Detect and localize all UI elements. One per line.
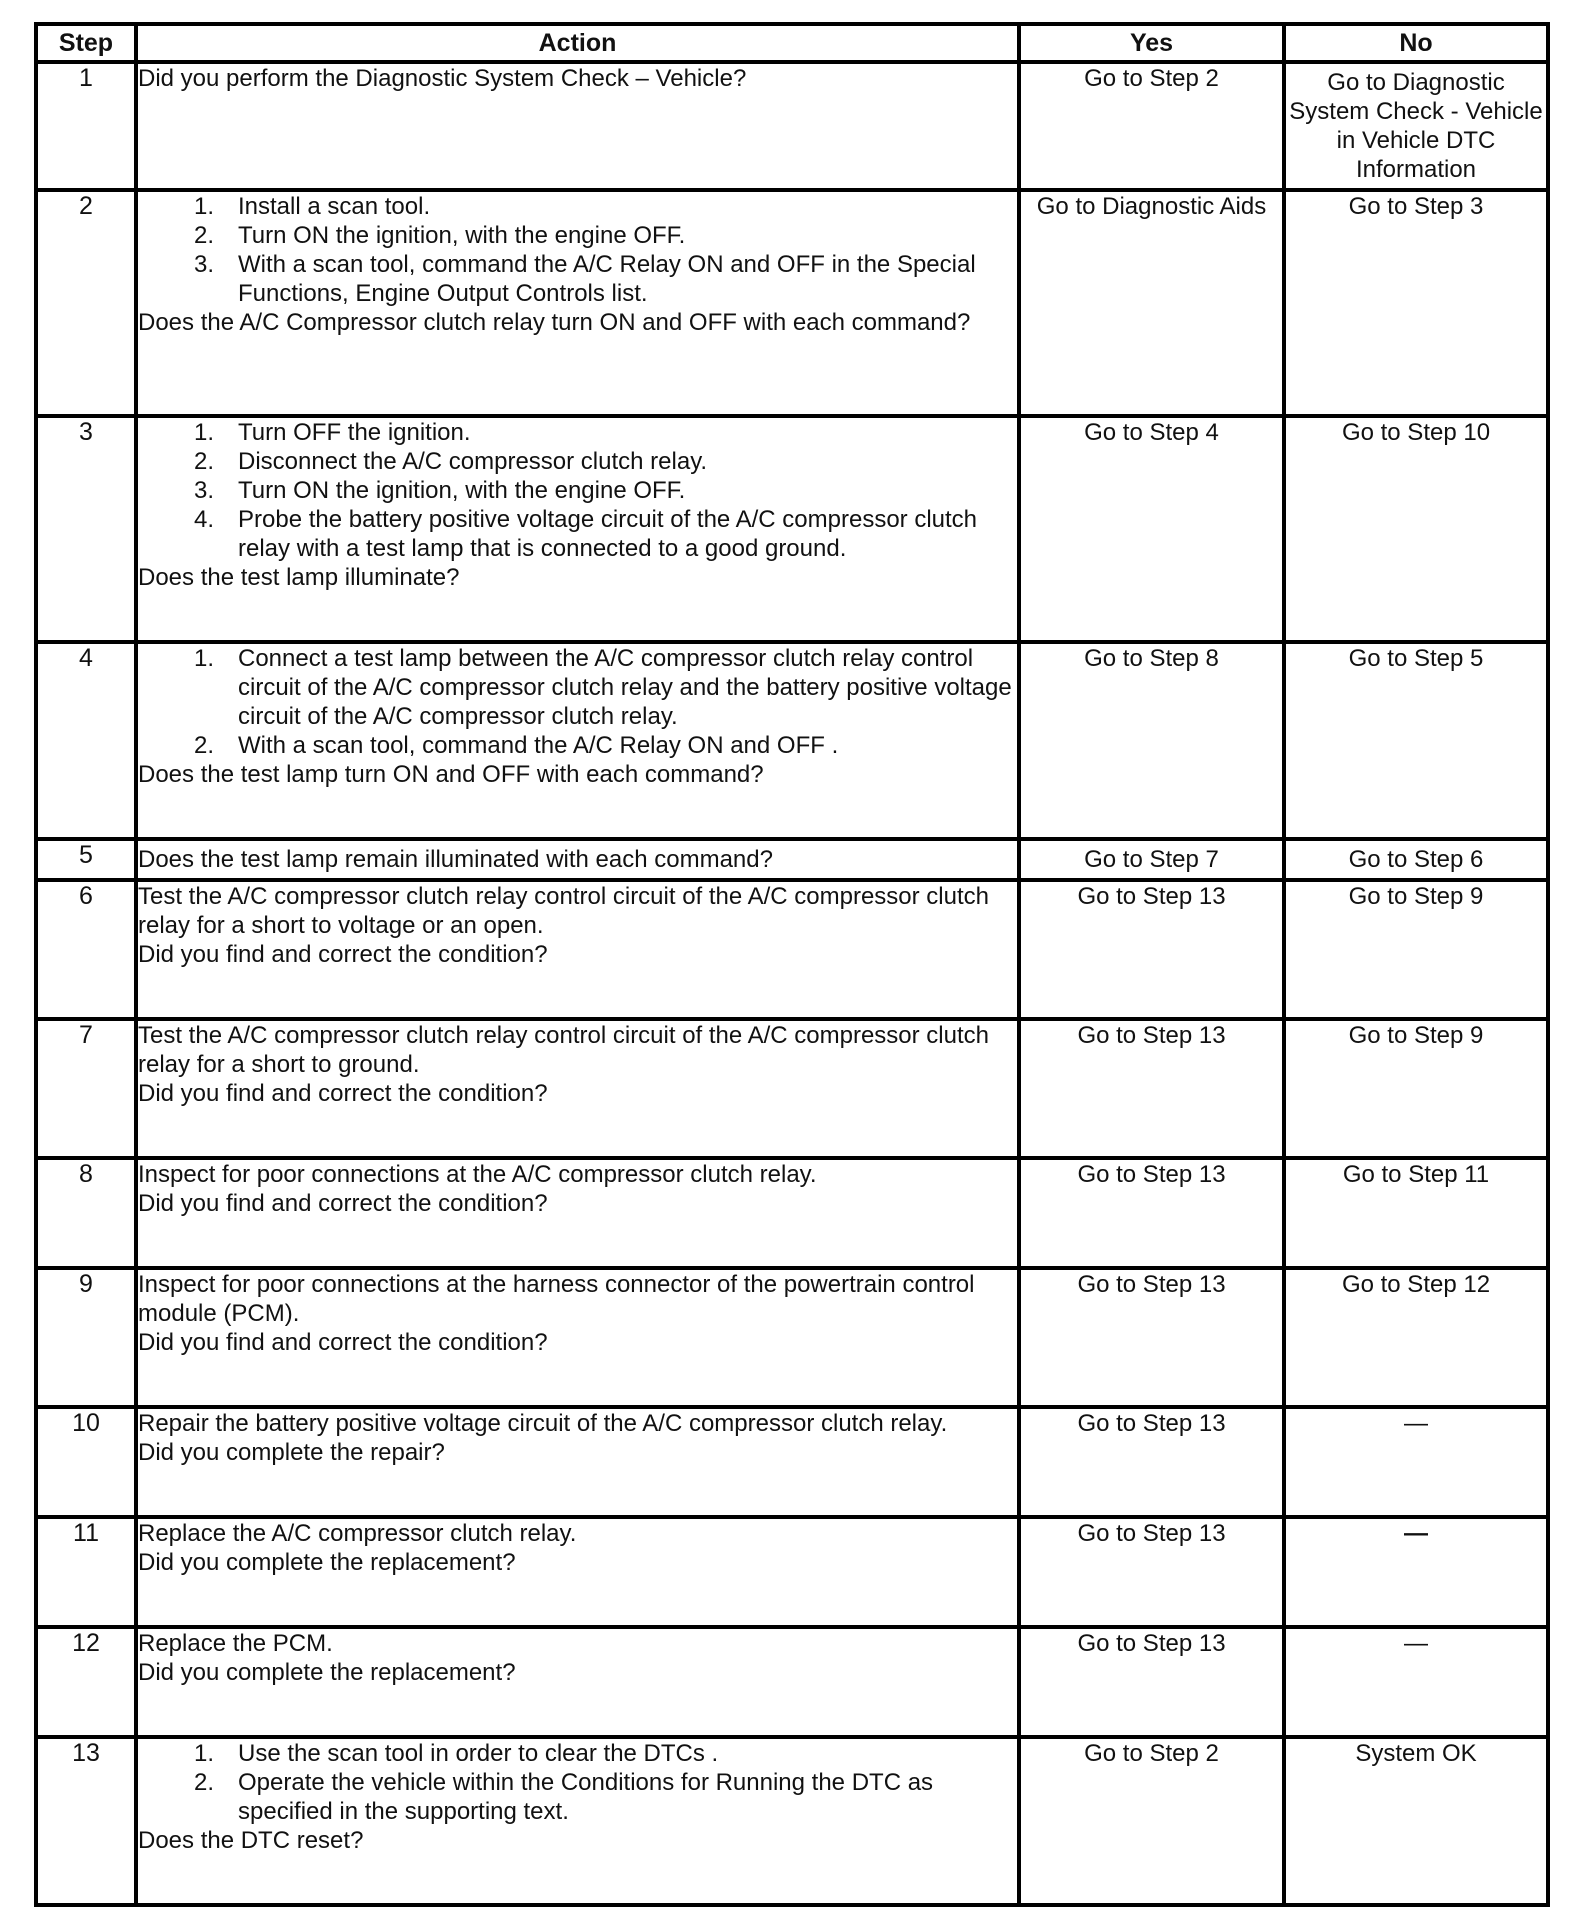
action-cell xyxy=(136,1627,1019,1737)
table-row xyxy=(36,880,1548,1019)
header-row xyxy=(36,24,1548,62)
yes-cell: Go to Step 4 xyxy=(1019,416,1284,642)
list-item: 1. Install a scan tool. xyxy=(193,193,431,220)
question-text: Did you find and correct the condition? xyxy=(138,941,548,968)
question-text: Did you complete the replacement? xyxy=(138,1549,516,1576)
no-cell: Go to Step 9 xyxy=(1284,1019,1548,1158)
question-text: Does the DTC reset? xyxy=(138,1827,364,1854)
step-number: 10 xyxy=(36,1407,136,1517)
step-number: 11 xyxy=(36,1517,136,1627)
yes-cell: Go to Step 2 xyxy=(1019,1737,1284,1905)
yes-cell: Go to Step 7 xyxy=(1019,839,1284,880)
table-row xyxy=(36,1517,1548,1627)
yes-cell: Go to Step 13 xyxy=(1019,1627,1284,1737)
action-cell xyxy=(136,839,1019,880)
action-cell xyxy=(136,642,1019,839)
yes-cell: Go to Step 2 xyxy=(1019,62,1284,190)
yes-cell: Go to Step 13 xyxy=(1019,1019,1284,1158)
yes-cell: Go to Step 13 xyxy=(1019,1268,1284,1407)
table-row xyxy=(36,1019,1548,1158)
instruction-list xyxy=(138,1739,1017,1826)
step-number: 5 xyxy=(36,839,136,880)
question-text: Did you find and correct the condition? xyxy=(138,1080,548,1107)
instruction-list xyxy=(138,192,1017,308)
header-no: No xyxy=(1284,24,1548,62)
action-text: Replace the A/C compressor clutch relay. xyxy=(138,1520,577,1547)
action-cell xyxy=(136,416,1019,642)
question-text: Does the A/C Compressor clutch relay turn ON and OFF with each command? xyxy=(138,309,971,336)
no-cell: Go to Step 3 xyxy=(1284,190,1548,416)
yes-cell: Go to Diagnostic Aids xyxy=(1019,190,1284,416)
question-text: Does the test lamp illuminate? xyxy=(138,564,460,591)
table-row xyxy=(36,1627,1548,1737)
step-number: 1 xyxy=(36,62,136,190)
action-text: Inspect for poor connections at the A/C compressor clutch relay. xyxy=(138,1161,817,1188)
step-number: 9 xyxy=(36,1268,136,1407)
yes-cell: Go to Step 13 xyxy=(1019,1158,1284,1268)
step-number: 8 xyxy=(36,1158,136,1268)
list-item: 1. Connect a test lamp between the A/C compressor clutch relay control circuit of the A/C compressor clutch relay and the battery positive voltage circuit of the A/C compressor clutch relay. xyxy=(193,645,1012,730)
table-row xyxy=(36,1158,1548,1268)
no-cell: Go to Step 12 xyxy=(1284,1268,1548,1407)
action-text: Replace the PCM. xyxy=(138,1630,333,1657)
action-text: Does the test lamp remain illuminated with each command? xyxy=(138,846,773,873)
no-cell: Go to Step 9 xyxy=(1284,880,1548,1019)
no-cell: Go to Step 10 xyxy=(1284,416,1548,642)
no-cell: Go to Step 11 xyxy=(1284,1158,1548,1268)
action-text: Test the A/C compressor clutch relay control circuit of the A/C compressor clutch relay for a short to ground. xyxy=(138,1022,989,1078)
step-number: 12 xyxy=(36,1627,136,1737)
step-number: 3 xyxy=(36,416,136,642)
header-action: Action xyxy=(136,24,1019,62)
no-cell: Go to Step 5 xyxy=(1284,642,1548,839)
action-cell xyxy=(136,1407,1019,1517)
action-cell xyxy=(136,1517,1019,1627)
question-text: Does the test lamp turn ON and OFF with each command? xyxy=(138,761,764,788)
list-item: 2. Turn ON the ignition, with the engine OFF. xyxy=(193,222,686,249)
table-row xyxy=(36,416,1548,642)
no-cell: Go to Diagnostic System Check - Vehicle in Vehicle DTC Information xyxy=(1284,62,1548,190)
table-row xyxy=(36,62,1548,190)
question-text: Did you complete the repair? xyxy=(138,1439,445,1466)
action-cell xyxy=(136,62,1019,190)
no-cell: Go to Step 6 xyxy=(1284,839,1548,880)
yes-cell: Go to Step 13 xyxy=(1019,880,1284,1019)
action-cell xyxy=(136,1737,1019,1905)
list-item: 3. With a scan tool, command the A/C Relay ON and OFF in the Special Functions, Engine Output Controls list. xyxy=(193,251,976,307)
header-yes: Yes xyxy=(1019,24,1284,62)
question-text: Did you find and correct the condition? xyxy=(138,1329,548,1356)
no-cell: — xyxy=(1284,1407,1548,1517)
list-item: 1. Use the scan tool in order to clear the DTCs . xyxy=(193,1740,719,1767)
table-row xyxy=(36,1407,1548,1517)
diagnostic-table xyxy=(34,22,1550,1907)
list-item: 2. With a scan tool, command the A/C Relay ON and OFF . xyxy=(193,732,839,759)
action-cell xyxy=(136,880,1019,1019)
list-item: 2. Operate the vehicle within the Conditions for Running the DTC as specified in the supporting text. xyxy=(193,1769,934,1825)
table-row xyxy=(36,839,1548,880)
question-text: Did you complete the replacement? xyxy=(138,1659,516,1686)
action-text: Did you perform the Diagnostic System Check – Vehicle? xyxy=(138,65,747,92)
step-number: 6 xyxy=(36,880,136,1019)
action-cell xyxy=(136,1019,1019,1158)
action-cell xyxy=(136,190,1019,416)
no-cell: — xyxy=(1284,1517,1548,1627)
no-cell: System OK xyxy=(1284,1737,1548,1905)
table-row xyxy=(36,1737,1548,1905)
list-item: 1. Turn OFF the ignition. xyxy=(193,419,471,446)
step-number: 7 xyxy=(36,1019,136,1158)
yes-cell: Go to Step 13 xyxy=(1019,1407,1284,1517)
table-row xyxy=(36,642,1548,839)
list-item: 4. Probe the battery positive voltage circuit of the A/C compressor clutch relay with a test lamp that is connected to a good ground. xyxy=(193,506,978,562)
list-item: 3. Turn ON the ignition, with the engine OFF. xyxy=(193,477,686,504)
question-text: Did you find and correct the condition? xyxy=(138,1190,548,1217)
yes-cell: Go to Step 8 xyxy=(1019,642,1284,839)
step-number: 13 xyxy=(36,1737,136,1905)
yes-cell: Go to Step 13 xyxy=(1019,1517,1284,1627)
instruction-list xyxy=(138,418,1017,563)
instruction-list xyxy=(138,644,1017,760)
no-cell: — xyxy=(1284,1627,1548,1737)
step-number: 4 xyxy=(36,642,136,839)
action-text: Test the A/C compressor clutch relay control circuit of the A/C compressor clutch relay for a short to voltage or an open. xyxy=(138,883,989,939)
list-item: 2. Disconnect the A/C compressor clutch relay. xyxy=(193,448,708,475)
table-row xyxy=(36,1268,1548,1407)
table-row xyxy=(36,190,1548,416)
step-number: 2 xyxy=(36,190,136,416)
action-cell xyxy=(136,1158,1019,1268)
action-cell xyxy=(136,1268,1019,1407)
action-text: Inspect for poor connections at the harness connector of the powertrain control module (PCM). xyxy=(138,1271,975,1327)
header-step: Step xyxy=(36,24,136,62)
action-text: Repair the battery positive voltage circuit of the A/C compressor clutch relay. xyxy=(138,1410,948,1437)
